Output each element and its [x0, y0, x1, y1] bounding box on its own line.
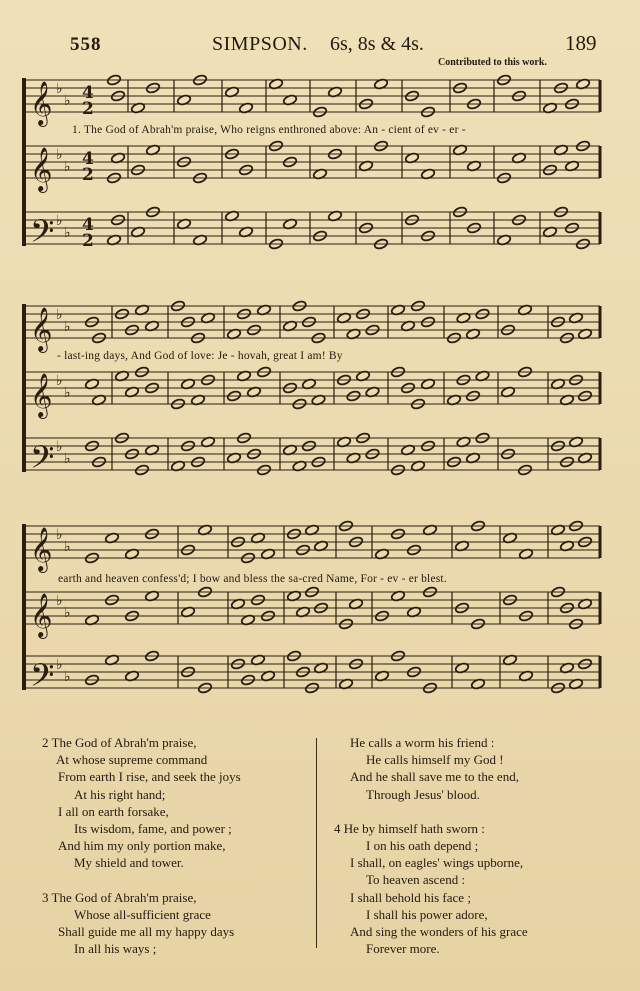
system-bracket [22, 78, 26, 246]
lyrics-system-1: 1. The God of Abrah'm praise, Who reigns enthroned above: An - cient of ev - er - [72, 124, 466, 136]
flat-icon: ♭ [56, 213, 63, 229]
verse-line: I on his oath depend ; [366, 838, 479, 854]
treble-clef-icon: 𝄞 [30, 593, 53, 637]
flat-icon: ♭ [56, 373, 63, 389]
bass-clef-icon: 𝄢 [30, 439, 55, 483]
bass-clef-icon: 𝄢 [30, 213, 55, 257]
time-signature: 2 [82, 231, 94, 251]
verse-line: At his right hand; [74, 786, 166, 802]
flat-icon: ♭ [64, 385, 71, 401]
time-signature: 4 [82, 215, 94, 235]
time-signature: 4 [82, 149, 94, 169]
flat-icon: ♭ [64, 159, 71, 175]
verse-line: And he shall save me to the end, [350, 769, 519, 785]
verse-line: And him my only portion make, [58, 838, 226, 854]
tune-name: SIMPSON. [212, 33, 308, 55]
verse-line: He calls himself my God ! [366, 752, 504, 768]
flat-icon: ♭ [64, 451, 71, 467]
treble-clef-icon: 𝄞 [30, 81, 53, 125]
flat-icon: ♭ [64, 225, 71, 241]
system-bracket [22, 304, 26, 472]
column-divider [316, 738, 317, 948]
flat-icon: ♭ [64, 93, 71, 109]
verse-line: Through Jesus' blood. [366, 786, 480, 802]
verse-line: My shield and tower. [74, 855, 184, 871]
contribution-note: Contributed to this work. [438, 57, 547, 68]
lyrics-system-2: - last-ing days, And God of love: Je - hovah, great I am! By [57, 350, 343, 362]
hymn-number: 558 [70, 34, 102, 55]
verse-line: He calls a worm his friend : [350, 735, 495, 750]
treble-clef-icon: 𝄞 [30, 307, 53, 351]
flat-icon: ♭ [64, 669, 71, 685]
verse-line: And sing the wonders of his grace [350, 924, 528, 940]
verse-line: 4 He by himself hath sworn : [334, 820, 485, 836]
flat-icon: ♭ [56, 81, 63, 97]
treble-clef-icon: 𝄞 [30, 527, 53, 571]
verse-line: From earth I rise, and seek the joys [58, 769, 241, 785]
verse-line: I all on earth forsake, [58, 803, 169, 819]
bass-clef-icon: 𝄢 [30, 657, 55, 701]
staff-systems [22, 74, 600, 701]
verse-line: I shall behold his face ; [350, 889, 471, 905]
flat-icon: ♭ [56, 527, 63, 543]
time-signature: 2 [82, 99, 94, 119]
verse-line: I shall, on eagles' wings upborne, [350, 855, 524, 871]
flat-icon: ♭ [56, 657, 63, 673]
verse-line: To heaven ascend : [366, 872, 466, 888]
verse-line: Whose all-sufficient grace [74, 906, 211, 922]
verse-line: 3 The God of Abrah'm praise, [42, 889, 197, 905]
time-signature: 4 [82, 83, 94, 103]
verses-right-column [334, 734, 528, 957]
verse-line: Forever more. [366, 941, 440, 957]
flat-icon: ♭ [64, 605, 71, 621]
verse-line: 2 The God of Abrah'm praise, [42, 735, 197, 750]
flat-icon: ♭ [64, 539, 71, 555]
page-number: 189 [565, 31, 597, 55]
flat-icon: ♭ [56, 439, 63, 455]
system-bracket [22, 524, 26, 690]
flat-icon: ♭ [56, 147, 63, 163]
verses-left-column [42, 734, 241, 957]
treble-clef-icon: 𝄞 [30, 373, 53, 417]
meter: 6s, 8s & 4s. [330, 33, 424, 55]
lyrics-system-3: earth and heaven confess'd; I bow and bless the sa-cred Name, For - ev - er blest. [58, 573, 447, 585]
treble-clef-icon: 𝄞 [30, 147, 53, 191]
verse-line: Its wisdom, fame, and power ; [74, 821, 232, 837]
time-signature: 2 [82, 165, 94, 185]
verse-line: At whose supreme command [56, 752, 208, 768]
verse-line: Shall guide me all my happy days [58, 924, 235, 940]
flat-icon: ♭ [56, 307, 63, 323]
verse-line: I shall his power adore, [366, 906, 488, 922]
flat-icon: ♭ [64, 319, 71, 335]
verse-line: In all his ways ; [74, 941, 157, 957]
flat-icon: ♭ [56, 593, 63, 609]
